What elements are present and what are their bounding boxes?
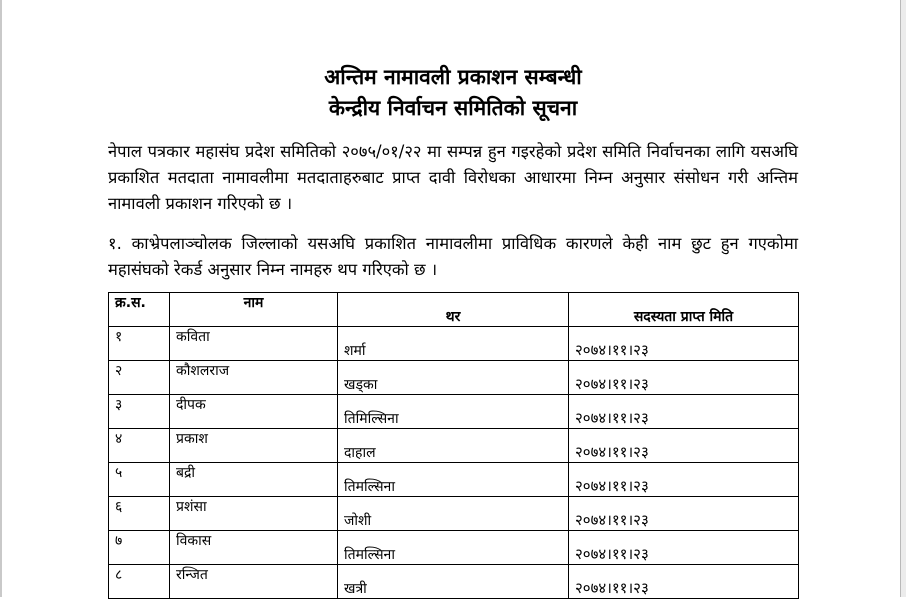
cell-surname: खत्री xyxy=(338,565,569,599)
table-row xyxy=(109,497,799,531)
table-row xyxy=(109,327,799,361)
header-membership-date: सदस्यता प्राप्त मिति xyxy=(569,293,799,327)
cell-serial-number: ६ xyxy=(109,497,170,531)
cell-surname: दाहाल xyxy=(338,429,569,463)
member-table-body xyxy=(109,327,799,599)
cell-membership-date: २०७४।११।२३ xyxy=(569,531,799,565)
cell-surname: जोशी xyxy=(338,497,569,531)
table-row xyxy=(109,395,799,429)
cell-surname: खड्का xyxy=(338,361,569,395)
cell-serial-number: २ xyxy=(109,361,170,395)
cell-serial-number: ३ xyxy=(109,395,170,429)
member-table xyxy=(108,292,799,599)
cell-surname: शर्मा xyxy=(338,327,569,361)
table-row xyxy=(109,429,799,463)
cell-membership-date: २०७४।११।२३ xyxy=(569,361,799,395)
notice-paragraph-1: नेपाल पत्रकार महासंघ प्रदेश समितिको २०७५/०१/२२ मा सम्पन्न हुन गइरहेको प्रदेश समिति निर्वाचनका लागि यसअघि प्रकाशित मतदाता नामावलीमा मतदाताहरुबाट प्राप्त दावी विरोधका आधारमा निम्न अनुसार संसोधन गरी अन्तिम नामावली प्रकाशन गरिएको छ । xyxy=(108,142,798,213)
cell-name: प्रशंसा xyxy=(170,497,338,531)
cell-surname: तिमल्सिना xyxy=(338,463,569,497)
notice-title-line-1: अन्तिम नामावली प्रकाशन सम्बन्धी xyxy=(324,65,582,89)
cell-serial-number: ४ xyxy=(109,429,170,463)
table-row xyxy=(109,565,799,599)
cell-surname: तिमिल्सिना xyxy=(338,395,569,429)
cell-serial-number: ७ xyxy=(109,531,170,565)
header-serial-number: क्र.स. xyxy=(109,293,170,327)
cell-name: कौशलराज xyxy=(170,361,338,395)
cell-name: बद्री xyxy=(170,463,338,497)
cell-name: रन्जित xyxy=(170,565,338,599)
table-row xyxy=(109,531,799,565)
cell-serial-number: १ xyxy=(109,327,170,361)
cell-membership-date: २०७४।११।२३ xyxy=(569,429,799,463)
cell-membership-date: २०७४।११।२३ xyxy=(569,565,799,599)
header-name: नाम xyxy=(170,293,338,327)
cell-name: कविता xyxy=(170,327,338,361)
cell-name: प्रकाश xyxy=(170,429,338,463)
cell-serial-number: ५ xyxy=(109,463,170,497)
cell-membership-date: २०७४।११।२३ xyxy=(569,463,799,497)
notice-paragraph-2: १. काभ्रेपलाञ्चोलक जिल्लाको यसअघि प्रकाशित नामावलीमा प्राविधिक कारणले केही नाम छुट हुन गएकोमा महासंघको रेकर्ड अनुसार निम्न नामहरु थप गरिएको छ । xyxy=(108,234,798,279)
cell-membership-date: २०७४।११।२३ xyxy=(569,395,799,429)
cell-serial-number: ८ xyxy=(109,565,170,599)
header-surname: थर xyxy=(338,293,569,327)
notice-title-line-2: केन्द्रीय निर्वाचन समितिको सूचना xyxy=(328,96,578,120)
table-header-row xyxy=(109,293,799,327)
table-row xyxy=(109,361,799,395)
table-row xyxy=(109,463,799,497)
cell-name: दीपक xyxy=(170,395,338,429)
cell-surname: तिमल्सिना xyxy=(338,531,569,565)
cell-name: विकास xyxy=(170,531,338,565)
cell-membership-date: २०७४।११।२३ xyxy=(569,497,799,531)
cell-membership-date: २०७४।११।२३ xyxy=(569,327,799,361)
